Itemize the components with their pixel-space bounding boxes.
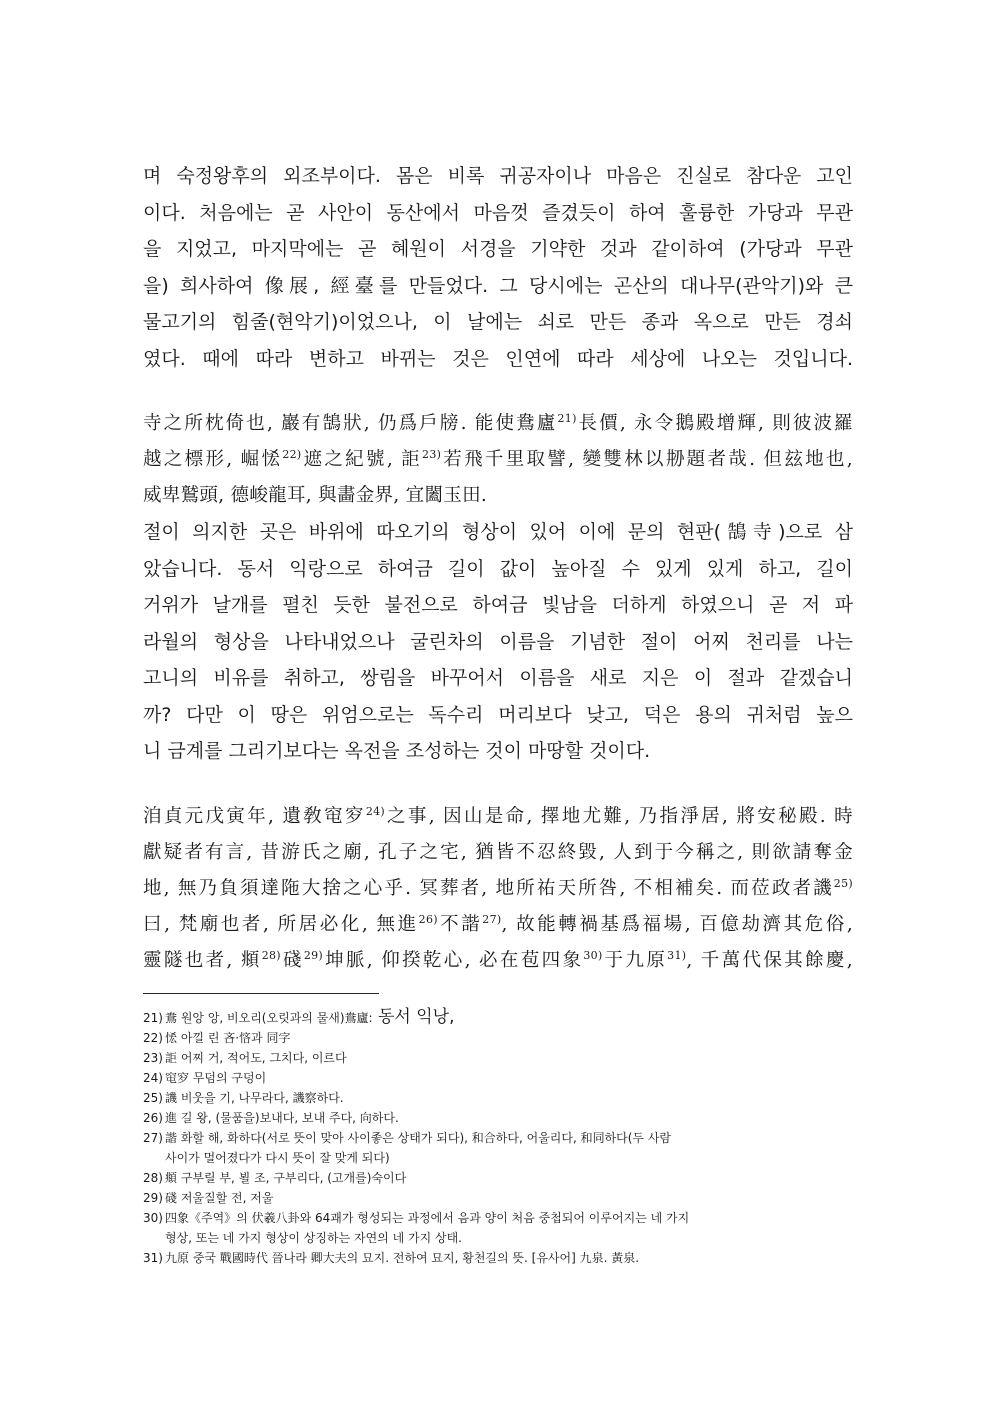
footnote-separator [143,993,379,994]
korean-paragraph-2 [143,514,853,770]
document-body [143,158,853,979]
text-line: 을) 희사하여 像展, 經臺를 만들었다. 그 당시에는 곤산의 대나무(관악기)와 큰 [143,274,853,297]
footnote-ref[interactable]: 30) [583,948,603,962]
footnote-ref[interactable]: 26) [418,912,438,926]
footnotes [143,1007,855,1268]
text-line: 거위가 날개를 펼친 듯한 불전으로 하여금 빛남을 더하게 하였으니 곧 저 파 [143,594,853,616]
text-line: 며 숙정왕후의 외조부이다. 몸은 비록 귀공자이나 마음은 진실로 참다운 고인 [143,165,853,187]
footnote-21: 21) 鴦 원앙 앙, 비오리(오릿과의 물새)鴦廬: 동서 익낭, [143,1007,455,1027]
text-line: 을 지었고, 마지막에는 곧 혜원이 서경을 기약한 것과 같이하여 (가당과 무관 [143,238,853,260]
text-line: 越之標形, 崛恡$^{22)}$遮之紀號, 詎$^{23)}$若飛千里取譬, 變雙林以刱題者哉. 但玆地也, [143,448,853,470]
text-line: 獻疑者有言, 昔游氏之廟, 孔子之宅, 猶皆不忍終毀, 人到于今稱之, 則欲請奪金 [143,841,853,863]
text-line: 洎貞元戊寅年, 遺敎窀穸$^{24)}$之事, 因山是命, 擇地尤難, 乃指淨居, 將安秘殿. 時 [143,804,853,827]
footnote-ref[interactable]: 23) [422,448,442,461]
text-line: 았습니다. 동서 익랑으로 하여금 길이 값이 높아질 수 있게 있게 하고, 길이 [143,557,853,580]
footnote-ref[interactable]: 21) [557,412,577,425]
footnote-28: 28) 頫 구부릴 부, 뵐 조, 구부리다, (고개를)숙이다 [143,1171,407,1185]
footnote-30: 30) 四象《주역》의 伏羲八卦와 64괘가 형성되는 과정에서 음과 양이 처음 중첩되어 이루어지는 네 가지 형상, 또는 네 가지 형상이 상징하는 자연의 네 가지 상태. [143,1211,690,1245]
text-line: 寺之所枕倚也, 巖有鵠狀, 仍爲戶牓. 能使鴦廬$^{21)}$長價, 永令鵝殿增輝, 則彼波羅 [143,412,853,434]
footnote-ref[interactable]: 27) [482,912,502,926]
hanja-paragraph-3 [143,799,853,979]
text-line: 이다. 처음에는 곧 사안이 동산에서 마음껏 즐겼듯이 하여 훌륭한 가당과 무관 [143,201,853,224]
text-line: 니 금계를 그리기보다는 옥전을 조성하는 것이 마땅할 것이다. [143,740,651,762]
text-line: 절이 의지한 곳은 바위에 따오기의 형상이 있어 이에 문의 현판(鵠寺)으로 삼 [143,521,853,543]
footnote-ref[interactable]: 25) [833,876,853,890]
text-line: 威卑鷲頭, 德峻龍耳, 與畵金界, 宜闔玉田. [143,485,488,506]
footnote-31: 31) 九原 중국 戰國時代 晉나라 卿大夫의 묘지. 전하여 묘지, 황천길의 뜻. [유사어] 九泉. 黃泉. [143,1251,640,1265]
text-line: 였다. 때에 따라 변하고 바뀌는 것은 인연에 따라 세상에 나오는 것입니다. [143,347,853,370]
hanja-paragraph-2 [143,406,853,514]
footnote-25: 25) 譏 비웃을 기, 나무라다, 譏察하다. [143,1091,344,1105]
text-line: 물고기의 힘줄(현악기)이었으나, 이 날에는 쇠로 만든 종과 옥으로 만든 경쇠 [143,311,853,333]
footnote-ref[interactable]: 24) [365,804,386,818]
text-line: 地, 無乃負須達陁大捨之心乎. 冥葬者, 地所祐天所咎, 不相補矣. 而莅政者譏$^{25)}$ [143,876,853,899]
text-line: 까? 다만 이 땅은 위엄으로는 독수리 머리보다 낮고, 덕은 용의 귀처럼 높으 [143,703,853,726]
footnote-26: 26) 進 길 왕, (물품을)보내다, 보내 주다, 向하다. [143,1111,399,1125]
text-line: 고니의 비유를 취하고, 쌍림을 바꾸어서 이름을 새로 지은 이 절과 같겠습니 [143,667,853,689]
text-line: 라월의 형상을 나타내었으나 굴린차의 이름을 기념한 절이 어찌 천리를 나는 [143,630,853,653]
footnote-23: 23) 詎 어찌 거, 적어도, 그치다, 이르다 [143,1051,347,1065]
footnote-ref[interactable]: 28) [261,948,281,962]
footnote-ref[interactable]: 29) [303,948,324,962]
korean-paragraph-1 [143,158,853,377]
footnote-24: 24) 窀穸 무덤의 구덩이 [143,1071,267,1085]
text-line: 靈隧也者, 頫$^{28)}$碊$^{29)}$坤脈, 仰揆乾心, 必在苞四象$^{30)}$于九原$^{31)}$, 千萬代保其餘慶, [143,948,853,971]
footnote-ref[interactable]: 31) [667,948,687,962]
text-line: 曰, 梵廟也者, 所居必化, 無進$^{26)}$不諧$^{27)}$, 故能轉禍基爲福場, 百億劫濟其危俗, [143,912,853,935]
footnote-ref[interactable]: 22) [282,448,302,461]
footnote-22: 22) 恡 아낄 린 吝·悋과 同字 [143,1031,291,1045]
footnote-29: 29) 碊 저울질할 전, 저울 [143,1191,274,1205]
footnote-27: 27) 諧 화할 해, 화하다(서로 뜻이 맞아 사이좋은 상태가 되다), 和合하다, 어울리다, 和同하다(두 사람 사이가 멀어졌다가 다시 뜻이 잘 맞게 되다) [143,1131,672,1165]
